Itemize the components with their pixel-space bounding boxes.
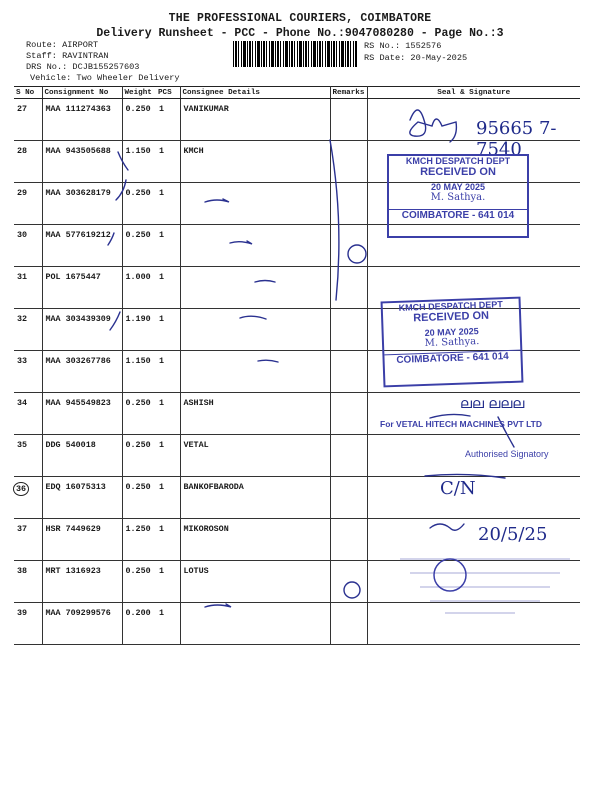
row-consignment: MAA 945549823 bbox=[42, 393, 122, 435]
row-pcs: 1 bbox=[156, 561, 180, 603]
row-consignment: MAA 577619212 bbox=[42, 225, 122, 267]
col-weight: Weight bbox=[122, 87, 156, 99]
stamp-city: COIMBATORE - 641 014 bbox=[384, 350, 520, 367]
circled-sno: 36 bbox=[13, 482, 29, 496]
row-consignee: LOTUS bbox=[180, 561, 330, 603]
handwritten-phone: 95665 7-7540 bbox=[476, 118, 557, 160]
row-consignment: MAA 303267786 bbox=[42, 351, 122, 393]
row-sno: 29 bbox=[14, 183, 42, 225]
row-weight: 0.250 bbox=[122, 435, 156, 477]
row-weight: 0.250 bbox=[122, 561, 156, 603]
staff-label: Staff: RAVINTRAN bbox=[26, 51, 109, 61]
row-sno: 31 bbox=[14, 267, 42, 309]
runsheet-title: Delivery Runsheet - PCC - Phone No.:9047080280 - Page No.:3 bbox=[96, 27, 504, 40]
kmch-received-stamp bbox=[387, 154, 529, 238]
row-consignee: MIKOROSON bbox=[180, 519, 330, 561]
row-weight: 0.200 bbox=[122, 603, 156, 645]
row-consignment: MAA 111274363 bbox=[42, 99, 122, 141]
row-sno: 28 bbox=[14, 141, 42, 183]
row-sno: 37 bbox=[14, 519, 42, 561]
row-pcs: 1 bbox=[156, 519, 180, 561]
drs-label: DRS No.: DCJB155257603 bbox=[26, 62, 140, 72]
row-weight: 1.250 bbox=[122, 519, 156, 561]
vetal-company-stamp: For VETAL HITECH MACHINES PVT LTD bbox=[380, 419, 542, 429]
row-sno: 32 bbox=[14, 309, 42, 351]
row-pcs: 1 bbox=[156, 393, 180, 435]
row-consignment: DDG 540018 bbox=[42, 435, 122, 477]
stamp-date: 20 MAY 2025 bbox=[430, 182, 486, 192]
handwritten-row34: ലല ലലല bbox=[460, 396, 525, 412]
vehicle-label: Vehicle: Two Wheeler Delivery bbox=[30, 73, 180, 83]
row-weight: 1.150 bbox=[122, 141, 156, 183]
row-pcs: 1 bbox=[156, 183, 180, 225]
stamp-received: RECEIVED ON bbox=[420, 166, 496, 178]
col-sno: S No bbox=[14, 87, 42, 99]
company-title: THE PROFESSIONAL COURIERS, COIMBATORE bbox=[168, 12, 432, 25]
rs-date: RS Date: 20-May-2025 bbox=[364, 53, 468, 63]
row-consignee: VANIKUMAR bbox=[180, 99, 330, 141]
stamp-sign: M. Sathya. bbox=[430, 192, 486, 203]
row-pcs: 1 bbox=[156, 309, 180, 351]
stamp-date: 20 MAY 2025 bbox=[424, 326, 479, 338]
row-consignment: MAA 303439309 bbox=[42, 309, 122, 351]
row-consignment: MRT 1316923 bbox=[42, 561, 122, 603]
route-label: Route: AIRPORT bbox=[26, 40, 99, 50]
authorised-signatory: Authorised Signatory bbox=[465, 449, 549, 459]
row-pcs: 1 bbox=[156, 435, 180, 477]
row-sno: 30 bbox=[14, 225, 42, 267]
row-weight: 0.250 bbox=[122, 183, 156, 225]
row-sno: 39 bbox=[14, 603, 42, 645]
handwritten-date: 20/5/25 bbox=[478, 524, 548, 545]
col-consignment: Consignment No bbox=[42, 87, 122, 99]
row-pcs: 1 bbox=[156, 267, 180, 309]
row-pcs: 1 bbox=[156, 351, 180, 393]
row-consignee: VETAL bbox=[180, 435, 330, 477]
stamp-sign: M. Sathya. bbox=[424, 336, 480, 349]
row-consignment: MAA 943505688 bbox=[42, 141, 122, 183]
row-consignee: KMCH bbox=[180, 141, 330, 183]
rs-number: RS No.: 1552576 bbox=[364, 41, 442, 51]
row-weight: 1.190 bbox=[122, 309, 156, 351]
row-sno: 27 bbox=[14, 99, 42, 141]
row-consignment: HSR 7449629 bbox=[42, 519, 122, 561]
row-sno: 35 bbox=[14, 435, 42, 477]
row-weight: 0.250 bbox=[122, 477, 156, 519]
col-consignee: Consignee Details bbox=[180, 87, 330, 99]
handwritten-cn: C/N bbox=[440, 478, 476, 499]
row-sno: 33 bbox=[14, 351, 42, 393]
row-sno: 38 bbox=[14, 561, 42, 603]
row-pcs: 1 bbox=[156, 225, 180, 267]
lotus-stamp bbox=[390, 545, 580, 620]
row-weight: 1.150 bbox=[122, 351, 156, 393]
stamp-dept: KMCH DESPATCH DEPT bbox=[405, 156, 511, 166]
col-pcs: PCS bbox=[156, 87, 180, 99]
kmch-received-stamp-2 bbox=[381, 297, 524, 388]
row-weight: 0.250 bbox=[122, 393, 156, 435]
row-consignment: EDQ 16075313 bbox=[42, 477, 122, 519]
row-weight: 0.250 bbox=[122, 225, 156, 267]
row-pcs: 1 bbox=[156, 603, 180, 645]
row-pcs: 1 bbox=[156, 141, 180, 183]
row-sno: 34 bbox=[14, 393, 42, 435]
col-remarks: Remarks bbox=[330, 87, 367, 99]
row-consignment: MAA 303628179 bbox=[42, 183, 122, 225]
row-pcs: 1 bbox=[156, 99, 180, 141]
row-pcs: 1 bbox=[156, 477, 180, 519]
stamp-received: RECEIVED ON bbox=[413, 309, 490, 325]
stamp-city: COIMBATORE - 641 014 bbox=[389, 209, 527, 221]
row-weight: 0.250 bbox=[122, 99, 156, 141]
stamp-dept: KMCH DESPATCH DEPT bbox=[398, 299, 503, 313]
row-consignment: MAA 709299576 bbox=[42, 603, 122, 645]
row-weight: 1.000 bbox=[122, 267, 156, 309]
row-consignee: BANKOFBARODA bbox=[180, 477, 330, 519]
row-consignee: ASHISH bbox=[180, 393, 330, 435]
row-consignment: POL 1675447 bbox=[42, 267, 122, 309]
col-seal: Seal & Signature bbox=[367, 87, 580, 99]
